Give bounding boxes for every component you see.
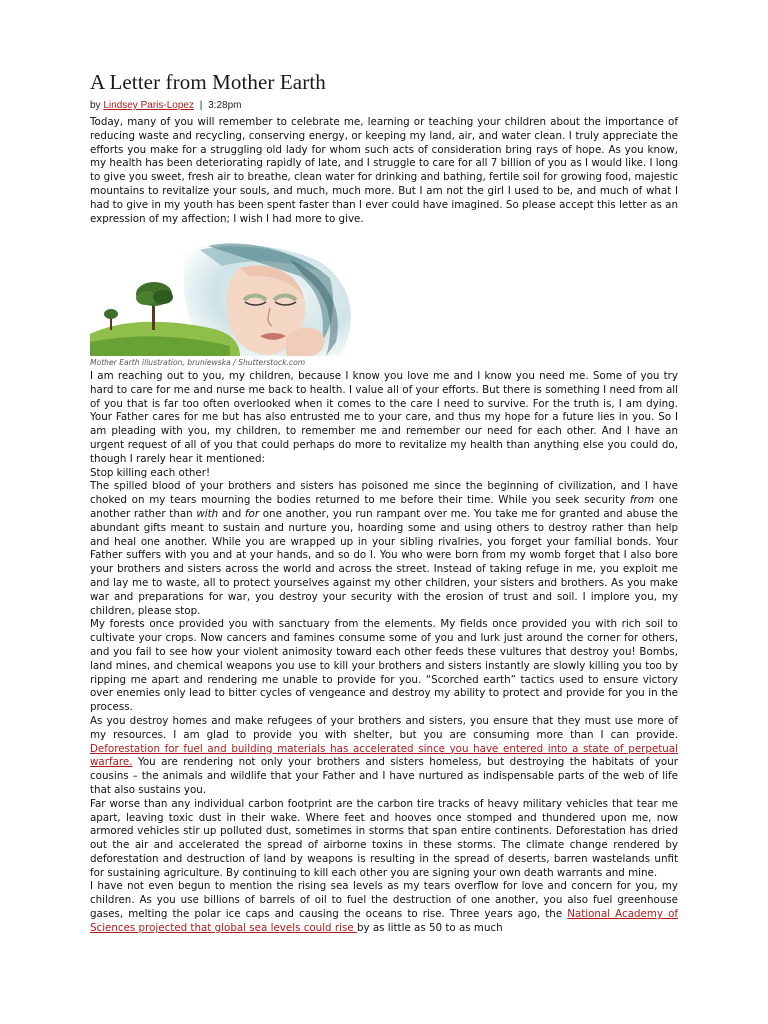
mother-earth-image xyxy=(90,242,370,356)
letter-body xyxy=(90,370,678,936)
paragraph-spilled-blood xyxy=(90,480,678,618)
text-run: As you destroy homes and make refugees of your brothers and sisters, you ensure that they must use more of my resources. I am glad to provide you with shelter, but you are consuming more than I can provide. xyxy=(90,714,678,741)
byline-time: 3:28pm xyxy=(208,100,242,111)
paragraph-carbon-tracks: Far worse than any individual carbon footprint are the carbon tire tracks of heavy military vehicles that tear me apart, leaving toxic dust in their wake. Where feet and hooves once stomped and thundered upon me, now armored vehicles stir up polluted dust, sometimes in storms that span entire continents. Deforestation has dried out the air and accelerated the spread of airborne toxins in these storms. The climate change rendered by deforestation and destruction of land by weapons is resulting in the spread of deserts, barren wastelands unfit for sustaining agriculture. By continuing to kill each other you are signing your own death warrants and mine. xyxy=(90,797,678,879)
deforestation-link[interactable]: Deforestation for fuel and building materials has accelerated since you have entered into a state of perpetual warfare. xyxy=(90,742,678,769)
byline-prefix: by xyxy=(90,100,101,111)
emphasis-from: from xyxy=(629,494,655,507)
emphasis-for: for xyxy=(244,507,260,520)
image-caption: Mother Earth illustration, bruniewska / Shutterstock.com xyxy=(90,358,306,367)
emphasis-with: with xyxy=(196,507,219,520)
mother-earth-illustration xyxy=(90,242,370,356)
text-run: one another, you run rampant over me. You take me for granted and abuse the abundant gifts meant to sustain and nurture you, hoarding some and using others to destroy rather than help and heal one another. While you are wrapped up in your sibling rivalries, you forget your familial bonds. Your Father suffers with you and at your hands, and so do I. You who were born from my womb forget that I also bore your brothers and sisters across the world and across the street. Instead of taking refuge in me, you exploit me and lay me to waste, all to protect yourselves against my other children, your sisters and brothers. As you make war and preparations for war, you destroy your security with the erosion of trust and soil. I implore you, my children, please stop. xyxy=(90,507,678,617)
text-run: You are rendering not only your brothers and sisters homeless, but destroying the habitats of your cousins – the animals and wildlife that your Father and I have nurtured as indispensable parts of the web of life that also sustains you. xyxy=(90,756,678,796)
text-run: I have not even begun to mention the rising sea levels as my tears overflow for love and concern for you, my children. As you use billions of barrels of oil to fuel the destruction of one another, you also fuel greenhouse gases, melting the polar ice caps and causing the oceans to rise. Three years ago, the xyxy=(90,880,678,921)
intro-paragraph: Today, many of you will remember to celebrate me, learning or teaching your children about the importance of reducing waste and recycling, conserving energy, or keeping my land, air, and water clean. I truly appreciate the efforts you make for a struggling old lady for whom such acts of consideration bring rays of hope. As you know, my health has been deteriorating rapidly of late, and I struggle to care for all 7 billion of you as I would like. I long to give you sweet, fresh air to breathe, clean water for drinking and bathing, fertile soil for growing food, majestic mountains to revitalize your souls, and much, much more. But I am not the girl I used to be, and much of what I had to give in my youth has been spent faster than I ever could have imagined. So please accept this letter as an expression of my affection; I wish I had more to give. xyxy=(90,116,678,225)
byline xyxy=(90,100,241,111)
paragraph-reaching-out: I am reaching out to you, my children, because I know you love me and I know you need me. Some of you try hard to care for me and nurse me back to health. I value all of your efforts. But there is something I need from all of you that is far too often overlooked when it comes to the care I need to survive. For the truth is, I am dying. Your Father cares for me but has also entrusted me to your care, and thus my hope for a future lies in you. So I am pleading with you, my children, to remember me and remember our need for each other. And I have an urgent request of all of you that could perhaps do more to revitalize my health than anything else you could do, though I rarely hear it mentioned: xyxy=(90,370,678,465)
intro-block xyxy=(90,116,678,226)
paragraph-refugees xyxy=(90,715,678,798)
text-run: one another rather than xyxy=(90,494,678,520)
text-run: by as little as 50 to as much xyxy=(356,921,503,934)
byline-separator: | xyxy=(199,100,203,111)
author-link[interactable]: Lindsey Paris-Lopez xyxy=(103,100,194,111)
paragraph-sea-levels xyxy=(90,880,678,935)
text-run: The spilled blood of your brothers and sisters has poisoned me since the beginning of civilization, and I have choked on my tears mourning the bodies returned to me before their time. While you seek security xyxy=(90,480,678,507)
text-run: and xyxy=(218,507,245,520)
national-academy-link[interactable]: National Academy of Sciences projected that global sea levels could rise xyxy=(90,908,678,934)
paragraph-stop-killing: Stop killing each other! xyxy=(90,466,211,479)
paragraph-forests: My forests once provided you with sanctuary from the elements. My fields once provided you with rich soil to cultivate your crops. Now cancers and famines consume some of you and lurk just around the corner for others, and you fail to see how your violent animosity toward each other feeds these vultures that destroy you! Bombs, land mines, and chemical weapons you use to kill your brothers and sisters instantly are slowly killing you too by ripping me apart and rendering me unable to provide for you. “Scorched earth” tactics used to ensure victory over enemies only lead to bitter cycles of vengeance and destroy my ability to protect and provide for you in the process. xyxy=(90,618,678,714)
article-title: A Letter from Mother Earth xyxy=(90,70,326,94)
